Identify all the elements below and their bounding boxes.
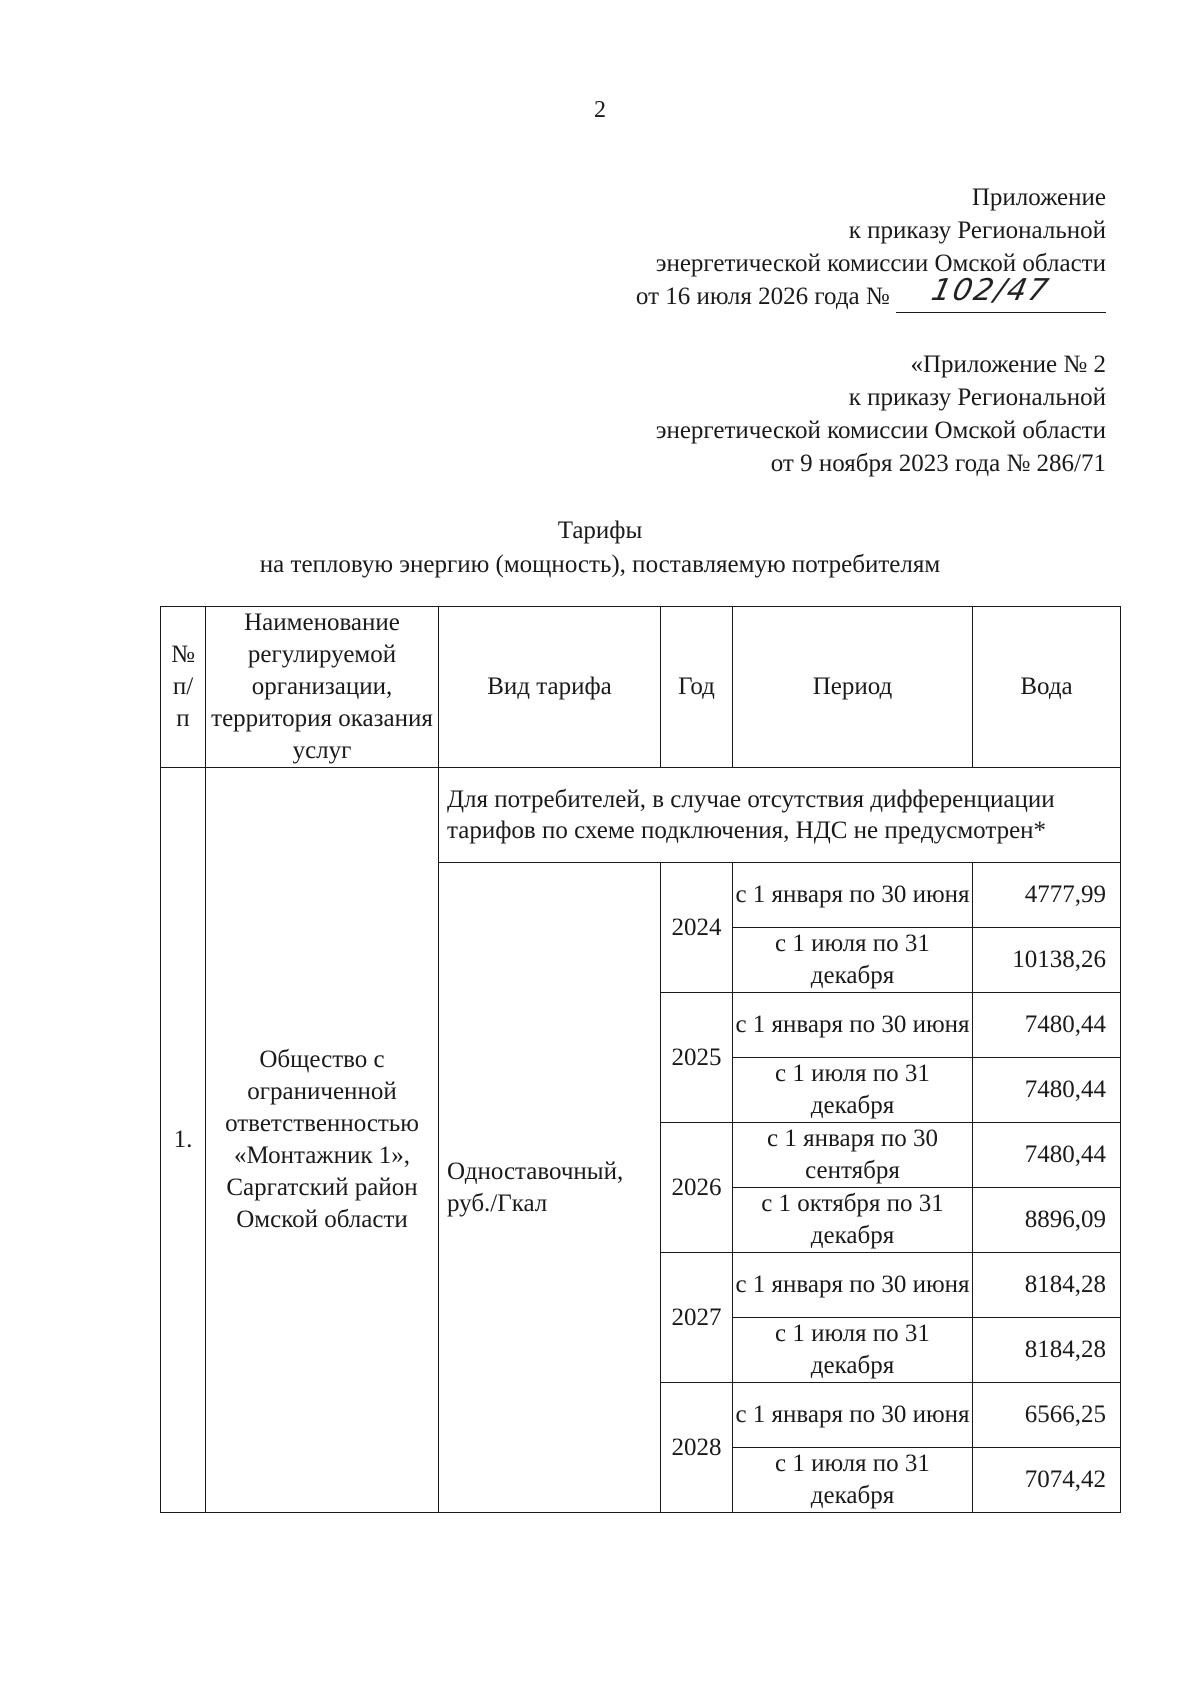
organization-name: Общество с ограниченной ответственностью «Монтажник 1», Саргатский район Омской области bbox=[206, 768, 439, 1513]
period-cell: с 1 января по 30 сентября bbox=[733, 1123, 973, 1188]
water-tariff-value: 6566,25 bbox=[973, 1383, 1121, 1448]
period-cell: с 1 января по 30 июня bbox=[733, 1253, 973, 1318]
appendix-reference-line: от 9 ноября 2023 года № 286/71 bbox=[770, 450, 1106, 477]
period-cell: с 1 января по 30 июня bbox=[733, 993, 973, 1058]
period-cell: с 1 июля по 31 декабря bbox=[733, 928, 973, 993]
appendix-header-line: энергетической комиссии Омской области bbox=[655, 250, 1106, 277]
header-tariff-type: Вид тарифа bbox=[439, 607, 661, 768]
table-header-row bbox=[161, 607, 1121, 768]
header-number: № п/ п bbox=[161, 607, 206, 768]
appendix-reference-line: энергетической комиссии Омской области bbox=[655, 417, 1106, 444]
table-body bbox=[161, 768, 1121, 1513]
order-number-handwritten: 102/47 bbox=[928, 273, 1054, 308]
row-number: 1. bbox=[161, 768, 206, 1513]
header-year: Год bbox=[661, 607, 733, 768]
appendix-header bbox=[636, 181, 1106, 313]
header-water: Вода bbox=[973, 607, 1121, 768]
period-cell: с 1 июля по 31 декабря bbox=[733, 1318, 973, 1383]
water-tariff-value: 8896,09 bbox=[973, 1188, 1121, 1253]
header-organization: Наименование регулируемой организации, территория оказания услуг bbox=[206, 607, 439, 768]
document-title: Тарифы bbox=[557, 517, 643, 544]
page-number: 2 bbox=[594, 97, 606, 123]
period-cell: с 1 июля по 31 декабря bbox=[733, 1058, 973, 1123]
water-tariff-value: 7480,44 bbox=[973, 1058, 1121, 1123]
water-tariff-value: 8184,28 bbox=[973, 1253, 1121, 1318]
appendix-header-line: к приказу Региональной bbox=[848, 217, 1106, 244]
year-cell: 2025 bbox=[661, 993, 733, 1123]
water-tariff-value: 7074,42 bbox=[973, 1448, 1121, 1513]
appendix-date-line bbox=[635, 273, 1106, 313]
tariff-type: Одноставочный, руб./Гкал bbox=[439, 863, 661, 1513]
document-subtitle: на тепловую энергию (мощность), поставляемую потребителям bbox=[259, 551, 941, 578]
water-tariff-value: 7480,44 bbox=[973, 993, 1121, 1058]
water-tariff-value: 7480,44 bbox=[973, 1123, 1121, 1188]
appendix-reference bbox=[656, 348, 1106, 480]
year-cell: 2028 bbox=[661, 1383, 733, 1513]
appendix-date-prefix: от 16 июля 2026 года № bbox=[635, 283, 890, 310]
water-tariff-value: 10138,26 bbox=[973, 928, 1121, 993]
period-cell: с 1 июля по 31 декабря bbox=[733, 1448, 973, 1513]
period-cell: с 1 января по 30 июня bbox=[733, 863, 973, 928]
header-period: Период bbox=[733, 607, 973, 768]
table-row bbox=[161, 768, 1121, 863]
appendix-reference-line: «Приложение № 2 bbox=[910, 351, 1106, 378]
appendix-header-line: Приложение bbox=[971, 184, 1106, 211]
water-tariff-value: 8184,28 bbox=[973, 1318, 1121, 1383]
year-cell: 2026 bbox=[661, 1123, 733, 1253]
tariff-table bbox=[160, 606, 1121, 1513]
year-cell: 2024 bbox=[661, 863, 733, 993]
period-cell: с 1 января по 30 июня bbox=[733, 1383, 973, 1448]
order-number-field bbox=[896, 273, 1106, 313]
appendix-reference-line: к приказу Региональной bbox=[848, 384, 1106, 411]
period-cell: с 1 октября по 31 декабря bbox=[733, 1188, 973, 1253]
year-cell: 2027 bbox=[661, 1253, 733, 1383]
consumer-note: Для потребителей, в случае отсутствия дифференциации тарифов по схеме подключения, НДС не предусмотрен* bbox=[439, 768, 1121, 863]
water-tariff-value: 4777,99 bbox=[973, 863, 1121, 928]
